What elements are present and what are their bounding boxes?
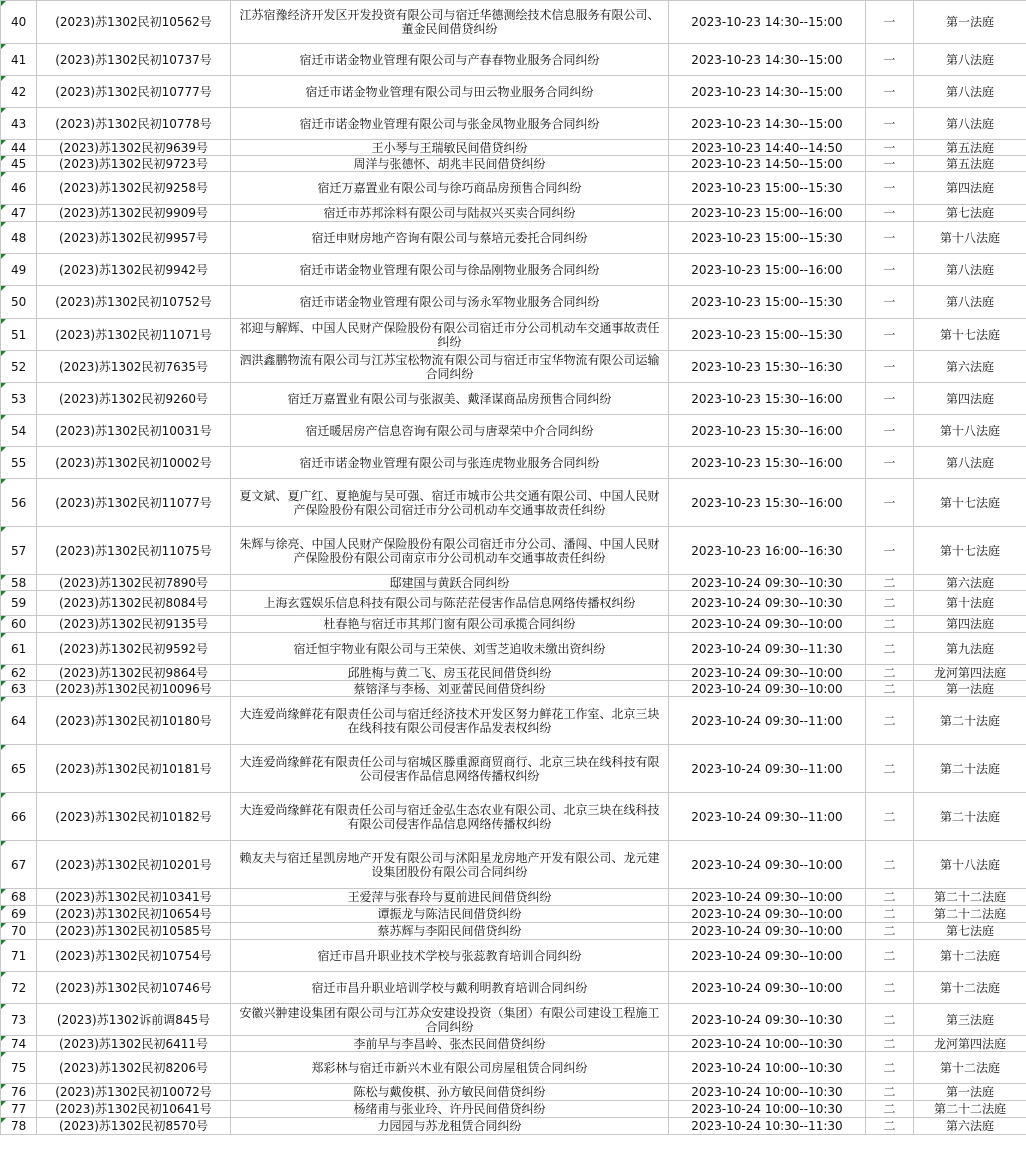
courtroom-cell[interactable]: 第十法庭 <box>914 591 1026 616</box>
case-parties-cell[interactable]: 宿迁市诺金物业管理有限公司与汤永军物业服务合同纠纷 <box>231 286 669 319</box>
weekday-cell[interactable]: 二 <box>866 665 914 681</box>
case-parties-cell[interactable]: 蔡镕泽与李杨、刘亚蕾民间借贷纠纷 <box>231 681 669 697</box>
row-number-cell[interactable]: 48 <box>1 222 37 254</box>
courtroom-cell[interactable]: 第十二法庭 <box>914 1052 1026 1084</box>
hearing-time-cell[interactable]: 2023-10-23 15:00--15:30 <box>669 286 866 319</box>
case-parties-cell[interactable]: 上海玄霆娱乐信息科技有限公司与陈茫茫侵害作品信息网络传播权纠纷 <box>231 591 669 616</box>
table-row <box>1 286 1026 319</box>
hearing-time-cell[interactable]: 2023-10-23 15:30--16:00 <box>669 447 866 479</box>
courtroom-cell[interactable]: 第三法庭 <box>914 1004 1026 1036</box>
courtroom-cell[interactable]: 龙河第四法庭 <box>914 1036 1026 1052</box>
weekday-cell[interactable]: 一 <box>866 108 914 140</box>
courtroom-cell[interactable]: 第一法庭 <box>914 681 1026 697</box>
hearing-time-cell[interactable]: 2023-10-24 09:30--10:00 <box>669 616 866 633</box>
weekday-cell[interactable]: 二 <box>866 940 914 972</box>
table-row <box>1 383 1026 415</box>
row-number-cell[interactable]: 78 <box>1 1118 37 1135</box>
row-number-cell[interactable]: 49 <box>1 254 37 286</box>
case-parties-cell[interactable]: 宿迁市昌升职业技术学校与张蕊教育培训合同纠纷 <box>231 940 669 972</box>
table-row <box>1 681 1026 697</box>
row-number-cell[interactable]: 67 <box>1 841 37 889</box>
case-number-cell[interactable]: (2023)苏1302民初9909号 <box>37 205 231 222</box>
hearing-time-cell[interactable]: 2023-10-23 14:40--14:50 <box>669 140 866 156</box>
courtroom-cell[interactable]: 第四法庭 <box>914 172 1026 205</box>
table-row <box>1 479 1026 527</box>
case-parties-cell[interactable]: 大连爱尚缘鲜花有限责任公司与宿迁金弘生态农业有限公司、北京三块在线科技有限公司侵害作品信息网络传播权纠纷 <box>231 793 669 841</box>
case-parties-cell[interactable]: 赖友夫与宿迁星凯房地产开发有限公司与沭阳星龙房地产开发有限公司、龙元建设集团股份有限公司合同纠纷 <box>231 841 669 889</box>
case-parties-cell[interactable]: 李前早与李昌岭、张杰民间借贷纠纷 <box>231 1036 669 1052</box>
case-parties-cell[interactable]: 邸建国与黄跃合同纠纷 <box>231 575 669 591</box>
hearing-time-cell[interactable]: 2023-10-24 10:00--10:30 <box>669 1052 866 1084</box>
row-number-cell[interactable]: 47 <box>1 205 37 222</box>
weekday-cell[interactable]: 二 <box>866 616 914 633</box>
hearing-time-cell[interactable]: 2023-10-23 15:00--16:00 <box>669 254 866 286</box>
weekday-cell[interactable]: 二 <box>866 923 914 940</box>
hearing-time-cell[interactable]: 2023-10-23 14:50--15:00 <box>669 156 866 172</box>
weekday-cell[interactable]: 二 <box>866 793 914 841</box>
table-row <box>1 108 1026 140</box>
weekday-cell[interactable]: 二 <box>866 1118 914 1135</box>
courtroom-cell[interactable]: 第七法庭 <box>914 205 1026 222</box>
hearing-time-cell[interactable]: 2023-10-23 14:30--15:00 <box>669 76 866 108</box>
row-number-cell[interactable]: 54 <box>1 415 37 447</box>
table-row <box>1 793 1026 841</box>
case-parties-cell[interactable]: 夏文斌、夏广红、夏艳旎与吴可强、宿迁市城市公共交通有限公司、中国人民财产保险股份有限公司宿迁市分公司机动车交通事故责任纠纷 <box>231 479 669 527</box>
hearing-time-cell[interactable]: 2023-10-24 09:30--10:00 <box>669 923 866 940</box>
table-row <box>1 172 1026 205</box>
table-row <box>1 633 1026 665</box>
hearing-time-cell[interactable]: 2023-10-23 15:00--15:30 <box>669 319 866 351</box>
courtroom-cell[interactable]: 第二十二法庭 <box>914 1101 1026 1118</box>
table-row <box>1 1084 1026 1101</box>
row-number-cell[interactable]: 70 <box>1 923 37 940</box>
courtroom-cell[interactable]: 第五法庭 <box>914 156 1026 172</box>
case-number-cell[interactable]: (2023)苏1302民初11075号 <box>37 527 231 575</box>
row-number-cell[interactable]: 41 <box>1 44 37 76</box>
case-parties-cell[interactable]: 杜春艳与宿迁市其邦门窗有限公司承揽合同纠纷 <box>231 616 669 633</box>
table-row <box>1 906 1026 923</box>
weekday-cell[interactable]: 一 <box>866 351 914 383</box>
case-number-cell[interactable]: (2023)苏1302民初9942号 <box>37 254 231 286</box>
case-number-cell[interactable]: (2023)苏1302民初10341号 <box>37 889 231 906</box>
hearing-time-cell[interactable]: 2023-10-23 15:00--16:00 <box>669 205 866 222</box>
case-parties-cell[interactable]: 大连爱尚缘鲜花有限责任公司与宿城区滕重源商贸商行、北京三块在线科技有限公司侵害作品信息网络传播权纠纷 <box>231 745 669 793</box>
courtroom-cell[interactable]: 第二十二法庭 <box>914 906 1026 923</box>
courtroom-cell[interactable]: 第二十法庭 <box>914 697 1026 745</box>
case-parties-cell[interactable]: 安徽兴翀建设集团有限公司与江苏众安建设投资（集团）有限公司建设工程施工合同纠纷 <box>231 1004 669 1036</box>
case-parties-cell[interactable]: 宿迁市诺金物业管理有限公司与张连虎物业服务合同纠纷 <box>231 447 669 479</box>
row-number-cell[interactable]: 55 <box>1 447 37 479</box>
table-row <box>1 140 1026 156</box>
weekday-cell[interactable]: 二 <box>866 1101 914 1118</box>
case-parties-cell[interactable]: 宿迁暖居房产信息咨询有限公司与唐翠荣中介合同纠纷 <box>231 415 669 447</box>
row-number-cell[interactable]: 61 <box>1 633 37 665</box>
hearing-time-cell[interactable]: 2023-10-24 09:30--10:00 <box>669 681 866 697</box>
row-number-cell[interactable]: 66 <box>1 793 37 841</box>
case-number-cell[interactable]: (2023)苏1302民初10777号 <box>37 76 231 108</box>
table-row <box>1 527 1026 575</box>
case-number-cell[interactable]: (2023)苏1302民初9639号 <box>37 140 231 156</box>
table-row <box>1 841 1026 889</box>
courtroom-cell[interactable]: 第二十法庭 <box>914 793 1026 841</box>
table-row <box>1 591 1026 616</box>
weekday-cell[interactable]: 一 <box>866 140 914 156</box>
weekday-cell[interactable]: 一 <box>866 286 914 319</box>
hearing-time-cell[interactable]: 2023-10-24 09:30--10:30 <box>669 1004 866 1036</box>
row-number-cell[interactable]: 77 <box>1 1101 37 1118</box>
weekday-cell[interactable]: 一 <box>866 1 914 44</box>
case-parties-cell[interactable]: 江苏宿豫经济开发区开发投资有限公司与宿迁华德测绘技术信息服务有限公司、董金民间借贷纠纷 <box>231 1 669 44</box>
courtroom-cell[interactable]: 龙河第四法庭 <box>914 665 1026 681</box>
hearing-time-cell[interactable]: 2023-10-23 15:30--16:00 <box>669 479 866 527</box>
table-row <box>1 222 1026 254</box>
hearing-time-cell[interactable]: 2023-10-24 09:30--10:00 <box>669 889 866 906</box>
weekday-cell[interactable]: 一 <box>866 319 914 351</box>
case-parties-cell[interactable]: 谭振龙与陈洁民间借贷纠纷 <box>231 906 669 923</box>
case-number-cell[interactable]: (2023)苏1302民初10180号 <box>37 697 231 745</box>
case-number-cell[interactable]: (2023)苏1302民初10182号 <box>37 793 231 841</box>
weekday-cell[interactable]: 二 <box>866 841 914 889</box>
row-number-cell[interactable]: 63 <box>1 681 37 697</box>
weekday-cell[interactable]: 二 <box>866 697 914 745</box>
table-row <box>1 447 1026 479</box>
hearing-time-cell[interactable]: 2023-10-23 15:00--15:30 <box>669 172 866 205</box>
case-parties-cell[interactable]: 大连爱尚缘鲜花有限责任公司与宿迁经济技术开发区努力鲜花工作室、北京三块在线科技有限公司侵害作品发表权纠纷 <box>231 697 669 745</box>
weekday-cell[interactable]: 一 <box>866 44 914 76</box>
table-row <box>1 415 1026 447</box>
table-row <box>1 1 1026 44</box>
case-parties-cell[interactable]: 宿迁市诺金物业管理有限公司与产春春物业服务合同纠纷 <box>231 44 669 76</box>
case-number-cell[interactable]: (2023)苏1302民初9135号 <box>37 616 231 633</box>
hearing-time-cell[interactable]: 2023-10-23 15:00--15:30 <box>669 222 866 254</box>
case-parties-cell[interactable]: 邱胜梅与黄二飞、房玉花民间借贷纠纷 <box>231 665 669 681</box>
table-row <box>1 1118 1026 1135</box>
case-parties-cell[interactable]: 泗洪鑫鹏物流有限公司与江苏宝松物流有限公司与宿迁市宝华物流有限公司运输合同纠纷 <box>231 351 669 383</box>
case-parties-cell[interactable]: 蔡苏辉与李阳民间借贷纠纷 <box>231 923 669 940</box>
row-number-cell[interactable]: 65 <box>1 745 37 793</box>
courtroom-cell[interactable]: 第十八法庭 <box>914 415 1026 447</box>
case-parties-cell[interactable]: 王爱萍与张春玲与夏前进民间借贷纠纷 <box>231 889 669 906</box>
row-number-cell[interactable]: 52 <box>1 351 37 383</box>
weekday-cell[interactable]: 二 <box>866 906 914 923</box>
courtroom-cell[interactable]: 第一法庭 <box>914 1 1026 44</box>
courtroom-cell[interactable]: 第一法庭 <box>914 1084 1026 1101</box>
hearing-time-cell[interactable]: 2023-10-24 09:30--10:00 <box>669 665 866 681</box>
courtroom-cell[interactable]: 第二十法庭 <box>914 745 1026 793</box>
case-parties-cell[interactable]: 祁迎与解辉、中国人民财产保险股份有限公司宿迁市分公司机动车交通事故责任纠纷 <box>231 319 669 351</box>
weekday-cell[interactable]: 一 <box>866 383 914 415</box>
case-number-cell[interactable]: (2023)苏1302民初9258号 <box>37 172 231 205</box>
case-number-cell[interactable]: (2023)苏1302民初9592号 <box>37 633 231 665</box>
case-parties-cell[interactable]: 宿迁市诺金物业管理有限公司与徐品刚物业服务合同纠纷 <box>231 254 669 286</box>
courtroom-cell[interactable]: 第十七法庭 <box>914 479 1026 527</box>
hearing-time-cell[interactable]: 2023-10-24 09:30--11:00 <box>669 793 866 841</box>
case-number-cell[interactable]: (2023)苏1302民初10562号 <box>37 1 231 44</box>
weekday-cell[interactable]: 一 <box>866 205 914 222</box>
courtroom-cell[interactable]: 第十二法庭 <box>914 972 1026 1004</box>
weekday-cell[interactable]: 一 <box>866 254 914 286</box>
courtroom-cell[interactable]: 第九法庭 <box>914 633 1026 665</box>
table-row <box>1 665 1026 681</box>
case-number-cell[interactable]: (2023)苏1302民初10754号 <box>37 940 231 972</box>
case-number-cell[interactable]: (2023)苏1302民初9260号 <box>37 383 231 415</box>
weekday-cell[interactable]: 一 <box>866 479 914 527</box>
table-row <box>1 1036 1026 1052</box>
row-number-cell[interactable]: 68 <box>1 889 37 906</box>
case-parties-cell[interactable]: 宿迁市诺金物业管理有限公司与张金凤物业服务合同纠纷 <box>231 108 669 140</box>
case-number-cell[interactable]: (2023)苏1302民初10585号 <box>37 923 231 940</box>
courtroom-cell[interactable]: 第六法庭 <box>914 351 1026 383</box>
weekday-cell[interactable]: 一 <box>866 76 914 108</box>
table-row <box>1 1052 1026 1084</box>
table-row <box>1 697 1026 745</box>
hearing-time-cell[interactable]: 2023-10-24 10:00--10:30 <box>669 1101 866 1118</box>
case-parties-cell[interactable]: 宿迁万嘉置业有限公司与张淑美、戴泽谋商品房预售合同纠纷 <box>231 383 669 415</box>
hearing-time-cell[interactable]: 2023-10-24 09:30--11:30 <box>669 633 866 665</box>
weekday-cell[interactable]: 二 <box>866 745 914 793</box>
case-parties-cell[interactable]: 宿迁市苏邦涂料有限公司与陆叔兴买卖合同纠纷 <box>231 205 669 222</box>
case-number-cell[interactable]: (2023)苏1302民初8570号 <box>37 1118 231 1135</box>
row-number-cell[interactable]: 46 <box>1 172 37 205</box>
case-parties-cell[interactable]: 周洋与张德怀、胡兆丰民间借贷纠纷 <box>231 156 669 172</box>
case-number-cell[interactable]: (2023)苏1302民初11077号 <box>37 479 231 527</box>
courtroom-cell[interactable]: 第四法庭 <box>914 383 1026 415</box>
case-parties-cell[interactable]: 陈松与戴俊棋、孙方敏民间借贷纠纷 <box>231 1084 669 1101</box>
hearing-time-cell[interactable]: 2023-10-23 15:30--16:00 <box>669 383 866 415</box>
case-parties-cell[interactable]: 宿迁市昌升职业培训学校与戴利明教育培训合同纠纷 <box>231 972 669 1004</box>
case-number-cell[interactable]: (2023)苏1302民初10641号 <box>37 1101 231 1118</box>
case-number-cell[interactable]: (2023)苏1302民初7890号 <box>37 575 231 591</box>
table-row <box>1 575 1026 591</box>
row-number-cell[interactable]: 40 <box>1 1 37 44</box>
courtroom-cell[interactable]: 第四法庭 <box>914 616 1026 633</box>
table-row <box>1 1101 1026 1118</box>
weekday-cell[interactable]: 二 <box>866 591 914 616</box>
row-number-cell[interactable]: 76 <box>1 1084 37 1101</box>
row-number-cell[interactable]: 42 <box>1 76 37 108</box>
row-number-cell[interactable]: 75 <box>1 1052 37 1084</box>
table-body <box>1 1 1026 1135</box>
weekday-cell[interactable]: 二 <box>866 889 914 906</box>
case-parties-cell[interactable]: 王小琴与王瑞敏民间借贷纠纷 <box>231 140 669 156</box>
row-number-cell[interactable]: 72 <box>1 972 37 1004</box>
weekday-cell[interactable]: 一 <box>866 447 914 479</box>
hearing-time-cell[interactable]: 2023-10-24 10:00--10:30 <box>669 1084 866 1101</box>
row-number-cell[interactable]: 73 <box>1 1004 37 1036</box>
courtroom-cell[interactable]: 第六法庭 <box>914 575 1026 591</box>
courtroom-cell[interactable]: 第七法庭 <box>914 923 1026 940</box>
row-number-cell[interactable]: 45 <box>1 156 37 172</box>
courtroom-cell[interactable]: 第八法庭 <box>914 44 1026 76</box>
table-row <box>1 156 1026 172</box>
weekday-cell[interactable]: 二 <box>866 1004 914 1036</box>
weekday-cell[interactable]: 二 <box>866 681 914 697</box>
hearing-time-cell[interactable]: 2023-10-23 14:30--15:00 <box>669 44 866 76</box>
row-number-cell[interactable]: 56 <box>1 479 37 527</box>
case-number-cell[interactable]: (2023)苏1302民初11071号 <box>37 319 231 351</box>
weekday-cell[interactable]: 二 <box>866 633 914 665</box>
case-number-cell[interactable]: (2023)苏1302民初9957号 <box>37 222 231 254</box>
case-number-cell[interactable]: (2023)苏1302民初9864号 <box>37 665 231 681</box>
case-number-cell[interactable]: (2023)苏1302民初6411号 <box>37 1036 231 1052</box>
case-parties-cell[interactable]: 朱辉与徐亮、中国人民财产保险股份有限公司宿迁市分公司、潘闯、中国人民财产保险股份有限公司南京市分公司机动车交通事故责任纠纷 <box>231 527 669 575</box>
case-number-cell[interactable]: (2023)苏1302诉前调845号 <box>37 1004 231 1036</box>
courtroom-cell[interactable]: 第二十二法庭 <box>914 889 1026 906</box>
weekday-cell[interactable]: 二 <box>866 1036 914 1052</box>
row-number-cell[interactable]: 71 <box>1 940 37 972</box>
hearing-time-cell[interactable]: 2023-10-23 16:00--16:30 <box>669 527 866 575</box>
hearing-time-cell[interactable]: 2023-10-24 09:30--10:30 <box>669 575 866 591</box>
case-number-cell[interactable]: (2023)苏1302民初10096号 <box>37 681 231 697</box>
hearing-time-cell[interactable]: 2023-10-24 10:00--10:30 <box>669 1036 866 1052</box>
row-number-cell[interactable]: 50 <box>1 286 37 319</box>
courtroom-cell[interactable]: 第八法庭 <box>914 286 1026 319</box>
case-number-cell[interactable]: (2023)苏1302民初10778号 <box>37 108 231 140</box>
case-number-cell[interactable]: (2023)苏1302民初9723号 <box>37 156 231 172</box>
row-number-cell[interactable]: 60 <box>1 616 37 633</box>
courtroom-cell[interactable]: 第五法庭 <box>914 140 1026 156</box>
case-parties-cell[interactable]: 宿迁市诺金物业管理有限公司与田云物业服务合同纠纷 <box>231 76 669 108</box>
weekday-cell[interactable]: 二 <box>866 1052 914 1084</box>
hearing-time-cell[interactable]: 2023-10-23 15:30--16:00 <box>669 415 866 447</box>
table-row <box>1 76 1026 108</box>
courtroom-cell[interactable]: 第六法庭 <box>914 1118 1026 1135</box>
courtroom-cell[interactable]: 第八法庭 <box>914 447 1026 479</box>
case-number-cell[interactable]: (2023)苏1302民初8084号 <box>37 591 231 616</box>
weekday-cell[interactable]: 一 <box>866 527 914 575</box>
table-row <box>1 616 1026 633</box>
hearing-time-cell[interactable]: 2023-10-24 09:30--11:00 <box>669 745 866 793</box>
hearing-time-cell[interactable]: 2023-10-23 15:30--16:30 <box>669 351 866 383</box>
case-parties-cell[interactable]: 宿迁万嘉置业有限公司与徐巧商品房预售合同纠纷 <box>231 172 669 205</box>
hearing-time-cell[interactable]: 2023-10-23 14:30--15:00 <box>669 108 866 140</box>
table-row <box>1 1004 1026 1036</box>
row-number-cell[interactable]: 58 <box>1 575 37 591</box>
case-number-cell[interactable]: (2023)苏1302民初8206号 <box>37 1052 231 1084</box>
weekday-cell[interactable]: 一 <box>866 172 914 205</box>
case-number-cell[interactable]: (2023)苏1302民初10746号 <box>37 972 231 1004</box>
courtroom-cell[interactable]: 第八法庭 <box>914 76 1026 108</box>
table-row <box>1 745 1026 793</box>
case-number-cell[interactable]: (2023)苏1302民初7635号 <box>37 351 231 383</box>
case-parties-cell[interactable]: 力园园与苏龙租赁合同纠纷 <box>231 1118 669 1135</box>
row-number-cell[interactable]: 43 <box>1 108 37 140</box>
row-number-cell[interactable]: 53 <box>1 383 37 415</box>
courtroom-cell[interactable]: 第十八法庭 <box>914 222 1026 254</box>
courtroom-cell[interactable]: 第十七法庭 <box>914 527 1026 575</box>
row-number-cell[interactable]: 44 <box>1 140 37 156</box>
weekday-cell[interactable]: 一 <box>866 415 914 447</box>
case-number-cell[interactable]: (2023)苏1302民初10181号 <box>37 745 231 793</box>
courtroom-cell[interactable]: 第十七法庭 <box>914 319 1026 351</box>
hearing-time-cell[interactable]: 2023-10-24 09:30--10:00 <box>669 906 866 923</box>
table-row <box>1 205 1026 222</box>
hearing-time-cell[interactable]: 2023-10-24 09:30--10:00 <box>669 841 866 889</box>
hearing-time-cell[interactable]: 2023-10-24 09:30--10:00 <box>669 972 866 1004</box>
row-number-cell[interactable]: 51 <box>1 319 37 351</box>
table-row <box>1 940 1026 972</box>
hearing-time-cell[interactable]: 2023-10-24 09:30--10:00 <box>669 940 866 972</box>
table-row <box>1 923 1026 940</box>
courtroom-cell[interactable]: 第十八法庭 <box>914 841 1026 889</box>
weekday-cell[interactable]: 二 <box>866 1084 914 1101</box>
case-number-cell[interactable]: (2023)苏1302民初10752号 <box>37 286 231 319</box>
case-parties-cell[interactable]: 宿迁恒宇物业有限公司与王荣侠、刘雪芝追收未缴出资纠纷 <box>231 633 669 665</box>
case-number-cell[interactable]: (2023)苏1302民初10737号 <box>37 44 231 76</box>
weekday-cell[interactable]: 一 <box>866 222 914 254</box>
case-number-cell[interactable]: (2023)苏1302民初10031号 <box>37 415 231 447</box>
row-number-cell[interactable]: 57 <box>1 527 37 575</box>
case-number-cell[interactable]: (2023)苏1302民初10072号 <box>37 1084 231 1101</box>
hearing-time-cell[interactable]: 2023-10-23 14:30--15:00 <box>669 1 866 44</box>
case-number-cell[interactable]: (2023)苏1302民初10654号 <box>37 906 231 923</box>
case-parties-cell[interactable]: 郑彩林与宿迁市新兴木业有限公司房屋租赁合同纠纷 <box>231 1052 669 1084</box>
weekday-cell[interactable]: 一 <box>866 156 914 172</box>
courtroom-cell[interactable]: 第八法庭 <box>914 254 1026 286</box>
weekday-cell[interactable]: 二 <box>866 972 914 1004</box>
row-number-cell[interactable]: 64 <box>1 697 37 745</box>
table-row <box>1 889 1026 906</box>
case-number-cell[interactable]: (2023)苏1302民初10201号 <box>37 841 231 889</box>
row-number-cell[interactable]: 74 <box>1 1036 37 1052</box>
case-parties-cell[interactable]: 宿迁申财房地产咨询有限公司与蔡培元委托合同纠纷 <box>231 222 669 254</box>
case-number-cell[interactable]: (2023)苏1302民初10002号 <box>37 447 231 479</box>
table-row <box>1 972 1026 1004</box>
hearing-time-cell[interactable]: 2023-10-24 10:30--11:30 <box>669 1118 866 1135</box>
table-row <box>1 254 1026 286</box>
weekday-cell[interactable]: 二 <box>866 575 914 591</box>
case-parties-cell[interactable]: 杨绪甫与张业玲、许丹民间借贷纠纷 <box>231 1101 669 1118</box>
row-number-cell[interactable]: 62 <box>1 665 37 681</box>
hearing-time-cell[interactable]: 2023-10-24 09:30--10:30 <box>669 591 866 616</box>
hearing-time-cell[interactable]: 2023-10-24 09:30--11:00 <box>669 697 866 745</box>
row-number-cell[interactable]: 59 <box>1 591 37 616</box>
table-row <box>1 44 1026 76</box>
row-number-cell[interactable]: 69 <box>1 906 37 923</box>
courtroom-cell[interactable]: 第十二法庭 <box>914 940 1026 972</box>
table-row <box>1 319 1026 351</box>
courtroom-cell[interactable]: 第八法庭 <box>914 108 1026 140</box>
table-row <box>1 351 1026 383</box>
